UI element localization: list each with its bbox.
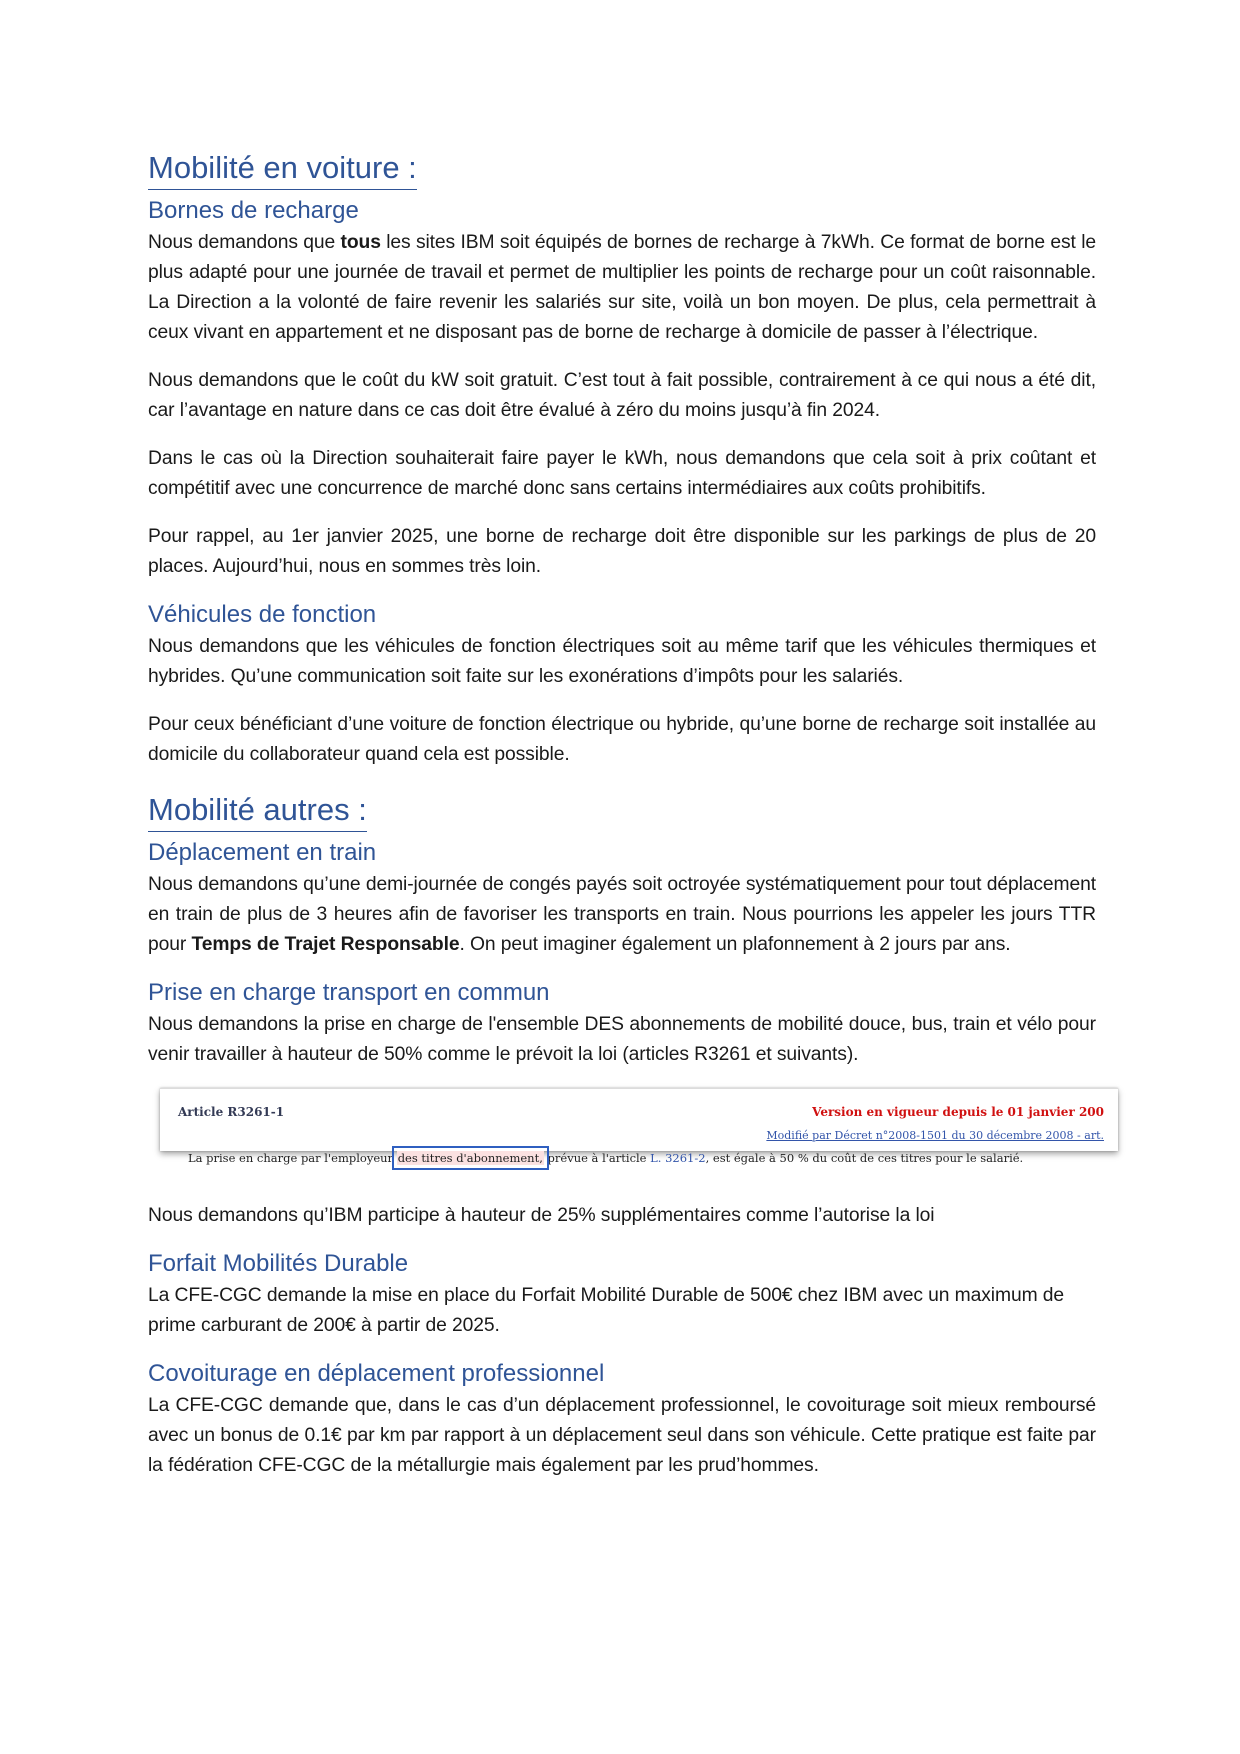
paragraph-train-1: Nous demandons qu’une demi-journée de congés payés soit octroyée systématiquement pour tout déplacement en train de plus de 3 heures afin de favoriser les transports en train. Nous pourrions les appeler les jours TTR pour Temps de Trajet Responsable. On peut imaginer également un plafonnement à 2 jours par ans. <box>148 874 1096 955</box>
article-title: Article R3261-1 <box>178 1105 285 1119</box>
section-title-autres: Mobilité autres : <box>148 790 367 832</box>
paragraph-vehicules-1: Nous demandons que les véhicules de fonction électriques soit au même tarif que les véhicules thermiques et hybrides. Qu’une communication soit faite sur les exonérations d’impôts pour les salariés. <box>148 636 1096 687</box>
paragraph-transport-2: Nous demandons qu’IBM participe à hauteur de 25% supplémentaires comme l’autorise la loi <box>148 1205 935 1226</box>
paragraph-covoiturage-1: La CFE-CGC demande que, dans le cas d’un déplacement professionnel, le covoiturage soit mieux remboursé avec un bonus de 0.1€ par km par rapport à un déplacement seul dans son véhicule. Cette pratique est faite par la fédération CFE-CGC de la métallurgie mais également par les prud’hommes. <box>148 1395 1096 1476</box>
heading-vehicules: Véhicules de fonction <box>148 601 377 628</box>
paragraph-transport-1: Nous demandons la prise en charge de l'ensemble DES abonnements de mobilité douce, bus, train et vélo pour venir travailler à hauteur de 50% comme le prévoit la loi (articles R3261 et suivants). <box>148 1014 1096 1065</box>
heading-transport: Prise en charge transport en commun <box>148 979 550 1006</box>
heading-bornes: Bornes de recharge <box>148 197 359 224</box>
article-modifie-link: Modifié par Décret n°2008-1501 du 30 décembre 2008 - art. <box>766 1129 1104 1142</box>
article-screenshot <box>160 1088 1118 1165</box>
heading-forfait: Forfait Mobilités Durable <box>148 1250 409 1277</box>
article-highlight: des titres d'abonnement, <box>397 1151 543 1165</box>
paragraph-vehicules-2: Pour ceux bénéficiant d’une voiture de fonction électrique ou hybride, qu’une borne de recharge soit installée au domicile du collaborateur quand cela est possible. <box>148 714 1096 765</box>
paragraph-bornes-1: Nous demandons que tous les sites IBM soit équipés de bornes de recharge à 7kWh. Ce format de borne est le plus adapté pour une journée de travail et permet de multiplier les points de recharge pour un coût raisonnable. La Direction a la volonté de faire revenir les salariés sur site, voilà un bon moyen. De plus, cela permettrait à ceux vivant en appartement et ne disposant pas de borne de recharge à domicile de passer à l’électrique. <box>148 232 1096 343</box>
heading-train: Déplacement en train <box>148 839 377 866</box>
article-link: L. 3261-2 <box>650 1151 706 1165</box>
paragraph-bornes-2: Nous demandons que le coût du kW soit gratuit. C’est tout à fait possible, contrairement à ce qui nous a été dit, car l’avantage en nature dans ce cas doit être évalué à zéro du moins jusqu’à fin 2024. <box>148 370 1096 421</box>
bold-tous: tous <box>340 232 381 253</box>
article-version: Version en vigueur depuis le 01 janvier 200 <box>812 1105 1104 1119</box>
bold-ttr: Temps de Trajet Responsable <box>191 934 460 955</box>
heading-covoiturage: Covoiturage en déplacement professionnel <box>148 1360 605 1387</box>
document-content <box>148 148 1104 1499</box>
paragraph-bornes-4: Pour rappel, au 1er janvier 2025, une borne de recharge doit être disponible sur les parkings de plus de 20 places. Aujourd’hui, nous en sommes très loin. <box>148 526 1096 577</box>
paragraph-forfait-1: La CFE-CGC demande la mise en place du Forfait Mobilité Durable de 500€ chez IBM avec un maximum de prime carburant de 200€ à partir de 2025. <box>148 1285 1065 1336</box>
paragraph-bornes-3: Dans le cas où la Direction souhaiterait faire payer le kWh, nous demandons que cela soit à prix coûtant et compétitif avec une concurrence de marché donc sans certains intermédiaires aux coûts prohibitifs. <box>148 448 1096 499</box>
section-title-voiture: Mobilité en voiture : <box>148 148 417 190</box>
article-text: La prise en charge par l'employeur des titres d'abonnement, prévue à l'article L. 3261-2, est égale à 50 % du coût de ces titres pour le salarié. <box>188 1151 1024 1165</box>
